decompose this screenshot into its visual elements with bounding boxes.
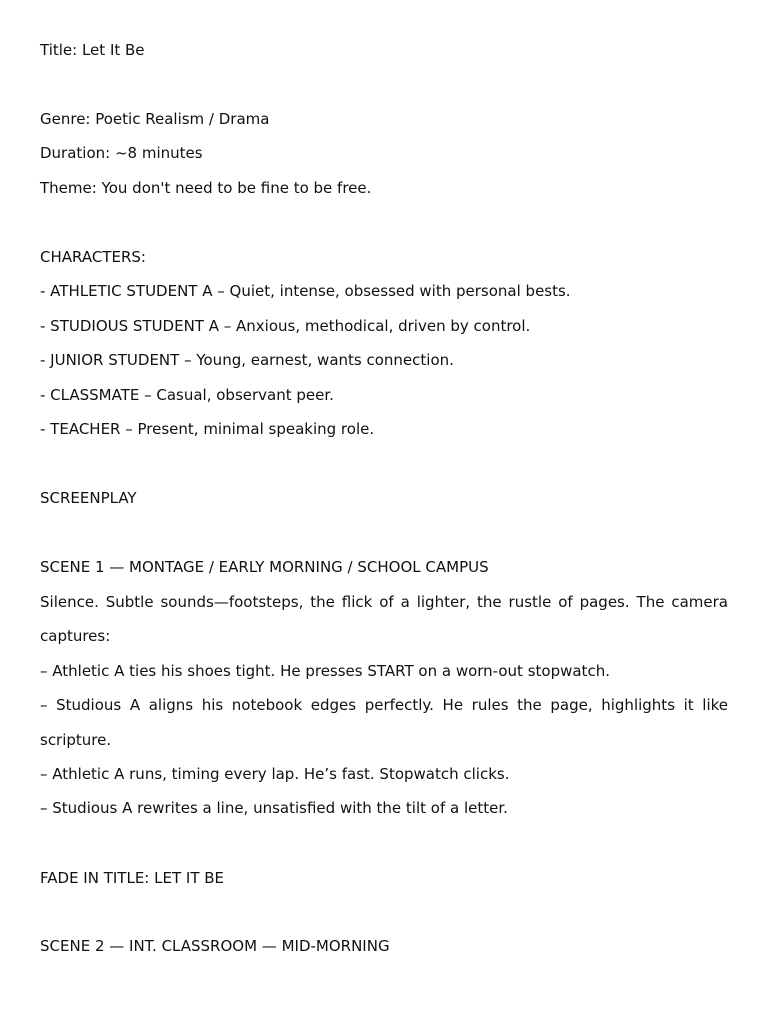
scene1-heading: SCENE 1 — MONTAGE / EARLY MORNING / SCHOOL CAMPUS [40,558,489,576]
scene1-line: captures: [40,627,111,645]
scene1-line: Silence. Subtle sounds—footsteps, the flick of a lighter, the rustle of pages. The camera [40,593,728,611]
scene1-line: – Athletic A runs, timing every lap. He’s fast. Stopwatch clicks. [40,765,510,783]
duration-line: Duration: ~8 minutes [40,144,203,162]
character-item: - STUDIOUS STUDENT A – Anxious, methodical, driven by control. [40,317,531,335]
scene1-line: – Studious A rewrites a line, unsatisfied with the tilt of a letter. [40,799,508,817]
fade-in-line: FADE IN TITLE: LET IT BE [40,869,225,887]
screenplay-heading: SCREENPLAY [40,489,137,507]
theme-line: Theme: You don't need to be fine to be free. [40,179,372,197]
character-item: - JUNIOR STUDENT – Young, earnest, wants connection. [40,351,454,369]
document-page [40,0,728,1024]
character-item: - ATHLETIC STUDENT A – Quiet, intense, obsessed with personal bests. [40,282,571,300]
title-line: Title: Let It Be [40,41,145,59]
character-item: - CLASSMATE – Casual, observant peer. [40,386,334,404]
character-item: - TEACHER – Present, minimal speaking role. [40,420,375,438]
scene1-line: – Athletic A ties his shoes tight. He presses START on a worn-out stopwatch. [40,662,610,680]
characters-heading: CHARACTERS: [40,248,146,266]
scene2-heading: SCENE 2 — INT. CLASSROOM — MID-MORNING [40,937,390,955]
scene1-line: – Studious A aligns his notebook edges perfectly. He rules the page, highlights it like [40,696,728,714]
genre-line: Genre: Poetic Realism / Drama [40,110,270,128]
scene1-line: scripture. [40,731,112,749]
